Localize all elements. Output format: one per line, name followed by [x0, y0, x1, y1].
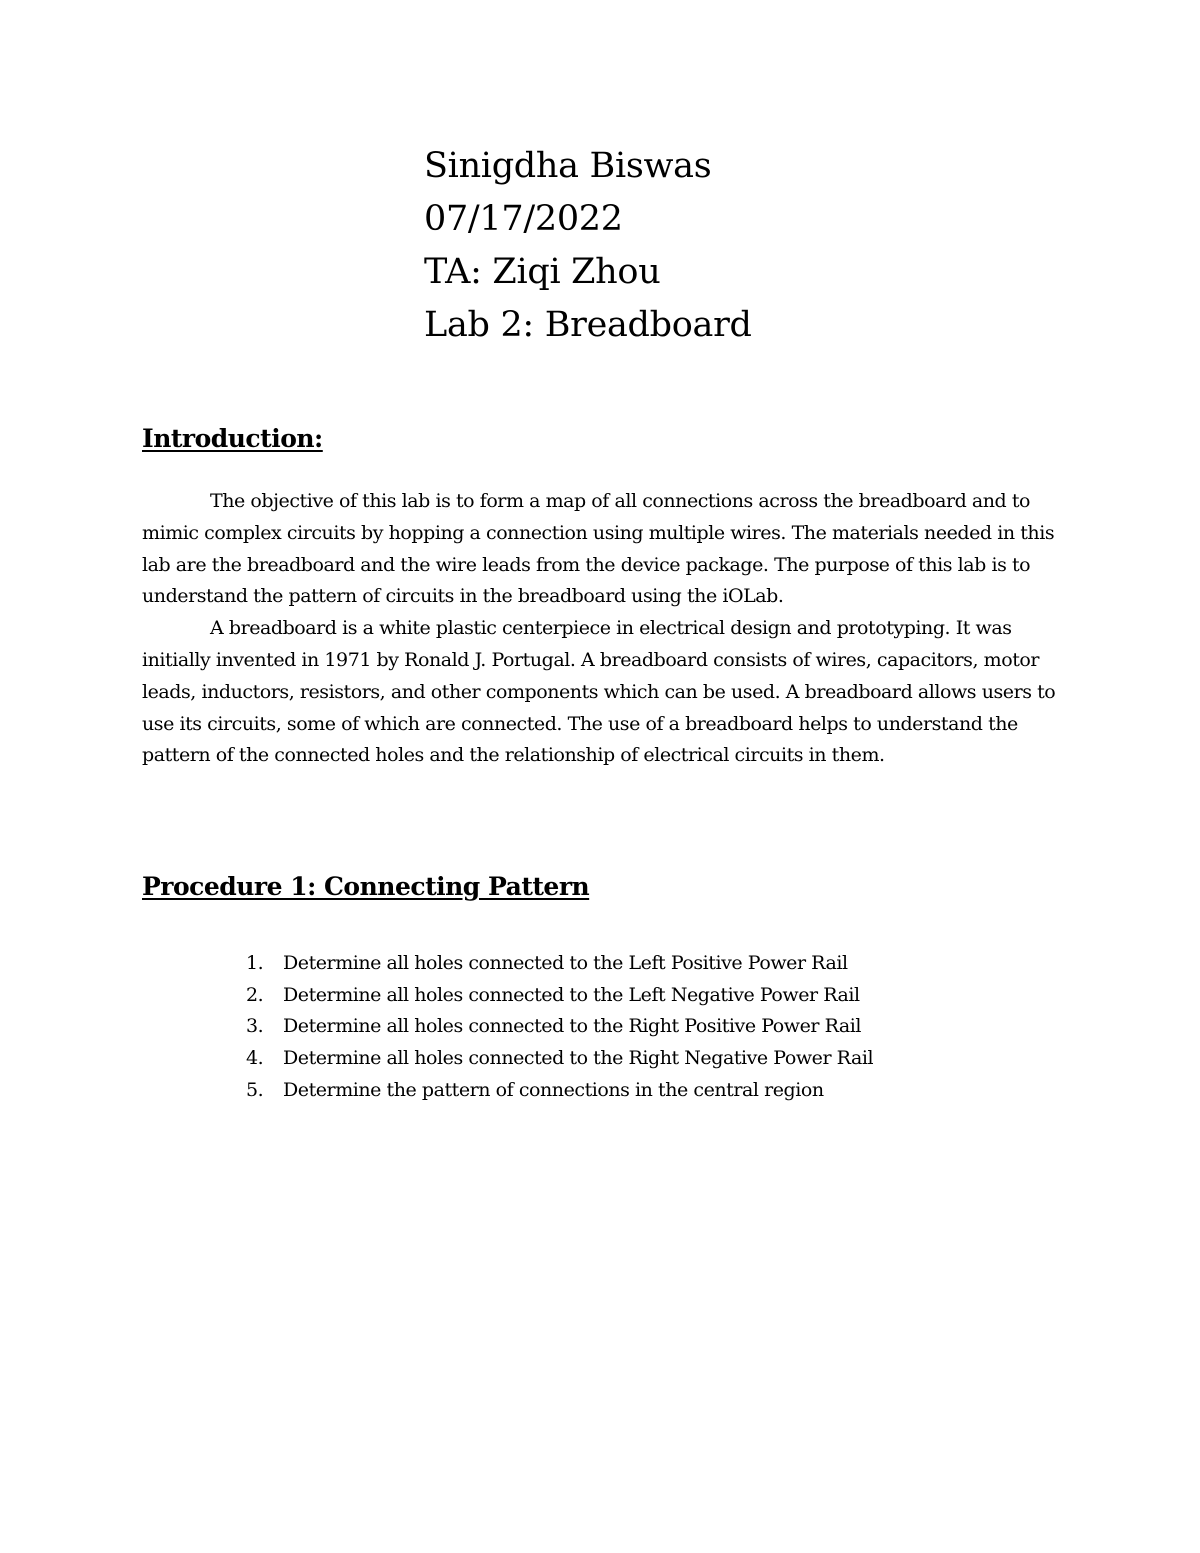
- list-item: [240, 1043, 1100, 1075]
- document-header: [424, 140, 1124, 352]
- author-name: Sinigdha Biswas: [424, 146, 712, 186]
- list-item: [240, 980, 1100, 1012]
- list-item: [240, 1011, 1100, 1043]
- list-item: [240, 948, 1100, 980]
- introduction-paragraph: A breadboard is a white plastic centerpiece in electrical design and prototyping. It was initially invented in 1971 by Ronald J. Portugal. A breadboard consists of wires, capacitors, motor leads, inductors, resistors, and other components which can be used. A breadboard allows users to use its circuits, some of which are connected. The use of a breadboard helps to understand the pattern of the connected holes and the relationship of electrical circuits in them.: [142, 617, 1056, 767]
- step-number: 4.: [246, 1047, 264, 1070]
- step-number: 2.: [246, 983, 264, 1006]
- document-date: 07/17/2022: [424, 199, 623, 239]
- teaching-assistant: TA: Ziqi Zhou: [424, 252, 661, 292]
- step-number: 5.: [246, 1078, 264, 1101]
- introduction-body: [142, 486, 1062, 772]
- step-text: Determine the pattern of connections in the central region: [283, 1078, 824, 1101]
- lab-title: Lab 2: Breadboard: [424, 305, 752, 345]
- introduction-heading: Introduction:: [142, 424, 323, 453]
- step-text: Determine all holes connected to the Right Positive Power Rail: [283, 1015, 862, 1038]
- step-text: Determine all holes connected to the Right Negative Power Rail: [283, 1047, 874, 1070]
- procedure-steps-list: [240, 948, 1100, 1107]
- step-text: Determine all holes connected to the Left Negative Power Rail: [283, 983, 860, 1006]
- step-number: 3.: [246, 1015, 264, 1038]
- procedure-heading: Procedure 1: Connecting Pattern: [142, 872, 590, 901]
- step-text: Determine all holes connected to the Left Positive Power Rail: [283, 952, 848, 974]
- step-number: 1.: [246, 952, 264, 974]
- list-item: [240, 1075, 1100, 1107]
- introduction-paragraph: The objective of this lab is to form a map of all connections across the breadboard and to mimic complex circuits by hopping a connection using multiple wires. The materials needed in this lab are the breadboard and the wire leads from the device package. The purpose of this lab is to understand the pattern of circuits in the breadboard using the iOLab.: [142, 490, 1055, 608]
